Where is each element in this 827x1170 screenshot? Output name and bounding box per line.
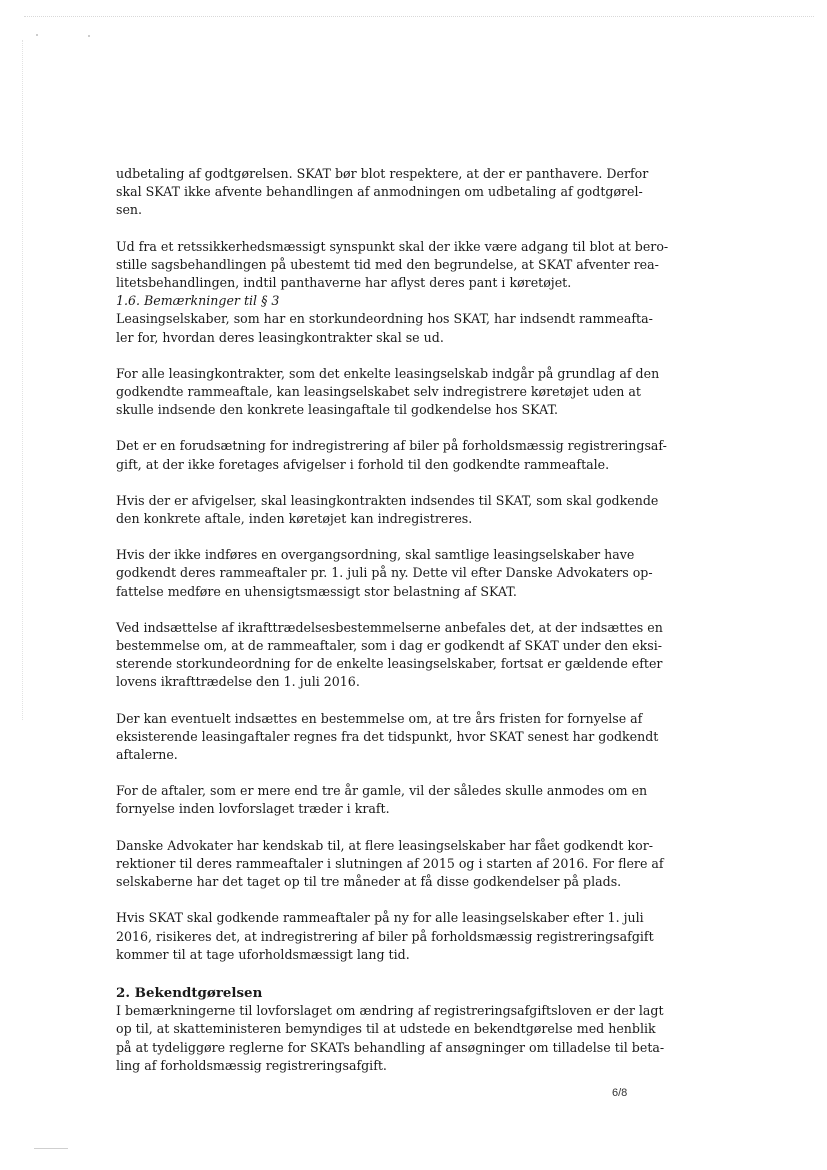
text-line: ler for, hvordan deres leasingkontrakter skal se ud.: [116, 329, 444, 345]
text-line: 2016, risikeres det, at indregistrering af biler på forholdsmæssig registreringsafgift: [116, 928, 654, 944]
text-line: gift, at der ikke foretages afvigelser i forhold til den godkendte rammeaftale.: [116, 456, 610, 472]
text-line: For de aftaler, som er mere end tre år gamle, vil der således skulle anmodes om en: [116, 783, 648, 799]
text-line: kommer til at tage uforholdsmæssigt lang tid.: [116, 946, 410, 962]
text-line: fattelse medføre en uhensigtsmæssigt stor belastning af SKAT.: [116, 583, 517, 599]
section-2: [116, 984, 665, 1075]
paragraph: [116, 437, 667, 473]
section-heading: 2. Bekendtgørelsen: [116, 984, 263, 1001]
text-line: eksisterende leasingaftaler regnes fra det tidspunkt, hvor SKAT senest har godkendt: [116, 728, 659, 744]
paragraph: [116, 165, 649, 220]
text-line: sen.: [116, 202, 143, 218]
text-line: Ved indsættelse af ikrafttrædelsesbestemmelserne anbefales det, at der indsættes en: [116, 619, 663, 635]
text-line: aftalerne.: [116, 747, 178, 763]
text-line: sterende storkundeordning for de enkelte leasingselskaber, fortsat er gældende efter: [116, 656, 663, 672]
text-line: rektioner til deres rammeaftaler i slutningen af 2015 og i starten af 2016. For flere af: [116, 855, 664, 871]
text-line: fornyelse inden lovforslaget træder i kraft.: [116, 801, 390, 817]
paragraph: [116, 837, 664, 892]
text-line: skulle indsende den konkrete leasingaftale til godkendelse hos SKAT.: [116, 402, 559, 418]
paragraph: [116, 365, 660, 420]
scan-speck: [36, 34, 38, 36]
text-line: Der kan eventuelt indsættes en bestemmelse om, at tre års fristen for fornyelse af: [116, 710, 643, 726]
scan-speck: [88, 35, 90, 37]
text-line: litetsbehandlingen, indtil panthaverne har aflyst deres pant i køretøjet.: [116, 275, 572, 291]
text-line: skal SKAT ikke afvente behandlingen af anmodningen om udbetaling af godtgørel-: [116, 184, 643, 200]
section-1-6: [116, 292, 653, 347]
scan-border-left: [22, 40, 23, 720]
document-body: [116, 165, 669, 1075]
paragraph: [116, 782, 648, 818]
text-line: den konkrete aftale, inden køretøjet kan indregistreres.: [116, 511, 473, 527]
paragraph: [116, 710, 659, 765]
paragraph: [116, 909, 654, 964]
text-line: Hvis der er afvigelser, skal leasingkontrakten indsendes til SKAT, som skal godkende: [116, 492, 659, 508]
scan-mark-bottom: [34, 1148, 68, 1149]
text-line: Det er en forudsætning for indregistrering af biler på forholdsmæssig registreringsaf-: [116, 438, 667, 454]
paragraph: [116, 492, 659, 528]
text-line: ling af forholdsmæssig registreringsafgift.: [116, 1057, 387, 1073]
scan-border-top: [24, 16, 814, 17]
text-line: godkendte rammeaftale, kan leasingselskabet selv indregistrere køretøjet uden at: [116, 384, 641, 400]
paragraph: [116, 546, 653, 601]
text-line: Ud fra et retssikkerhedsmæssigt synspunkt skal der ikke være adgang til blot at bero-: [116, 238, 669, 254]
text-line: Leasingselskaber, som har en storkundeordning hos SKAT, har indsendt rammeafta-: [116, 311, 653, 327]
text-line: bestemmelse om, at de rammeaftaler, som i dag er godkendt af SKAT under den eksi-: [116, 638, 663, 654]
page-number: 6/8: [612, 1087, 628, 1099]
text-line: godkendt deres rammeaftaler pr. 1. juli på ny. Dette vil efter Danske Advokaters op-: [116, 565, 653, 581]
text-line: Hvis der ikke indføres en overgangsordning, skal samtlige leasingselskaber have: [116, 547, 635, 563]
text-line: I bemærkningerne til lovforslaget om ændring af registreringsafgiftsloven er der lagt: [116, 1003, 664, 1019]
section-heading: 1.6. Bemærkninger til § 3: [116, 293, 280, 309]
text-line: udbetaling af godtgørelsen. SKAT bør blot respektere, at der er panthavere. Derfor: [116, 166, 649, 181]
paragraph: [116, 619, 663, 692]
text-line: Danske Advokater har kendskab til, at flere leasingselskaber har fået godkendt kor-: [116, 837, 653, 853]
paragraph: [116, 238, 669, 293]
text-line: lovens ikrafttrædelse den 1. juli 2016.: [116, 674, 360, 690]
text-line: For alle leasingkontrakter, som det enkelte leasingselskab indgår på grundlag af den: [116, 365, 660, 381]
text-line: selskaberne har det taget op til tre måneder at få disse godkendelser på plads.: [116, 874, 622, 890]
text-line: Hvis SKAT skal godkende rammeaftaler på ny for alle leasingselskaber efter 1. juli: [116, 910, 644, 926]
text-line: på at tydeliggøre reglerne for SKATs behandling af ansøgninger om tilladelse til beta-: [116, 1039, 665, 1055]
text-line: stille sagsbehandlingen på ubestemt tid med den begrundelse, at SKAT afventer rea-: [116, 256, 659, 272]
text-line: op til, at skatteministeren bemyndiges til at udstede en bekendtgørelse med henblik: [116, 1021, 656, 1037]
